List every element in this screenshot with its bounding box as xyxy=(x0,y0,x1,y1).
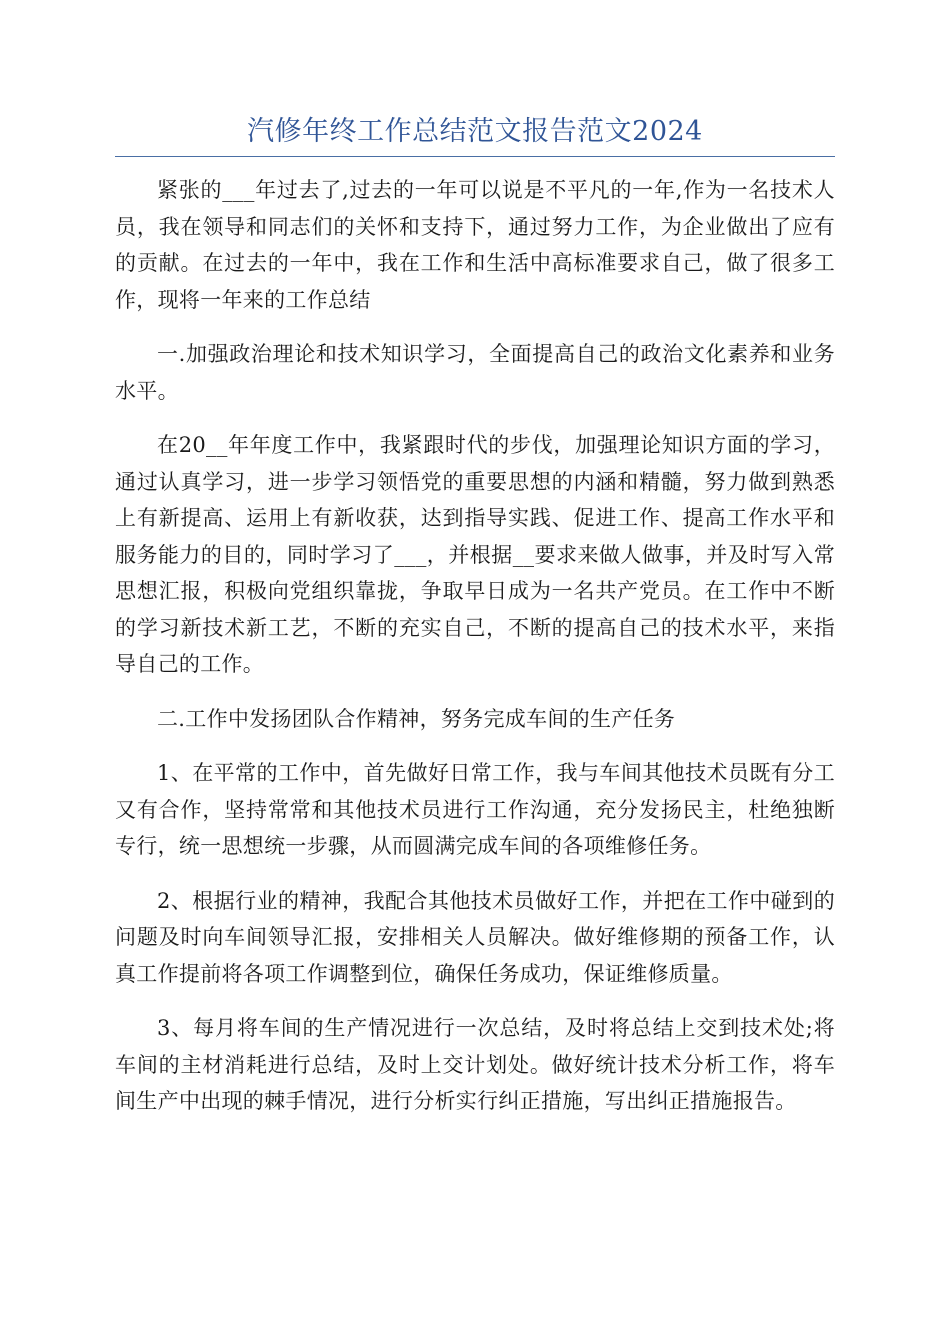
section-heading-2: 二.工作中发扬团队合作精神，努务完成车间的生产任务 xyxy=(157,706,676,731)
document-title: 汽修年终工作总结范文报告范文2024 xyxy=(247,116,703,147)
paragraph-item-2: 2、根据行业的精神，我配合其他技术员做好工作，并把在工作中碰到的问题及时向车间领导汇报，安排相关人员解决。做好维修期的预备工作，认真工作提前将各项工作调整到位，确保任务成功，保证维修质量。 xyxy=(115,888,835,986)
paragraph-item-3: 3、每月将车间的生产情况进行一次总结，及时将总结上交到技术处;将车间的主材消耗进行总结，及时上交计划处。做好统计技术分析工作，将车间生产中出现的棘手情况，进行分析实行纠正措施，写出纠正措施报告。 xyxy=(115,1016,835,1113)
paragraph-study: 在20__年年度工作中，我紧跟时代的步伐，加强理论知识方面的学习，通过认真学习，进一步学习领悟党的重要思想的内涵和精髓，努力做到熟悉上有新提高、运用上有新收获，达到指导实践、促进工作、提高工作水平和服务能力的目的，同时学习了___，并根据__要求来做人做事，并及时写入常思想汇报，积极向党组织靠拢，争取早日成为一名共产党员。在工作中不断的学习新技术新工艺，不断的充实自己，不断的提高自己的技术水平，来指导自己的工作。 xyxy=(115,433,835,676)
title-block xyxy=(115,112,835,157)
paragraph-item-1: 1、在平常的工作中，首先做好日常工作，我与车间其他技术员既有分工又有合作，坚持常常和其他技术员进行工作沟通，充分发扬民主，杜绝独断专行，统一思想统一步骤，从而圆满完成车间的各项维修任务。 xyxy=(115,761,835,858)
section-heading-1: 一.加强政治理论和技术知识学习，全面提高自己的政治文化素养和业务水平。 xyxy=(115,342,835,403)
document-body xyxy=(115,172,835,1138)
paragraph-intro: 紧张的___年过去了,过去的一年可以说是不平凡的一年,作为一名技术人员，我在领导和同志们的关怀和支持下，通过努力工作，为企业做出了应有的贡献。在过去的一年中，我在工作和生活中高标准要求自己，做了很多工作，现将一年来的工作总结 xyxy=(115,178,835,312)
